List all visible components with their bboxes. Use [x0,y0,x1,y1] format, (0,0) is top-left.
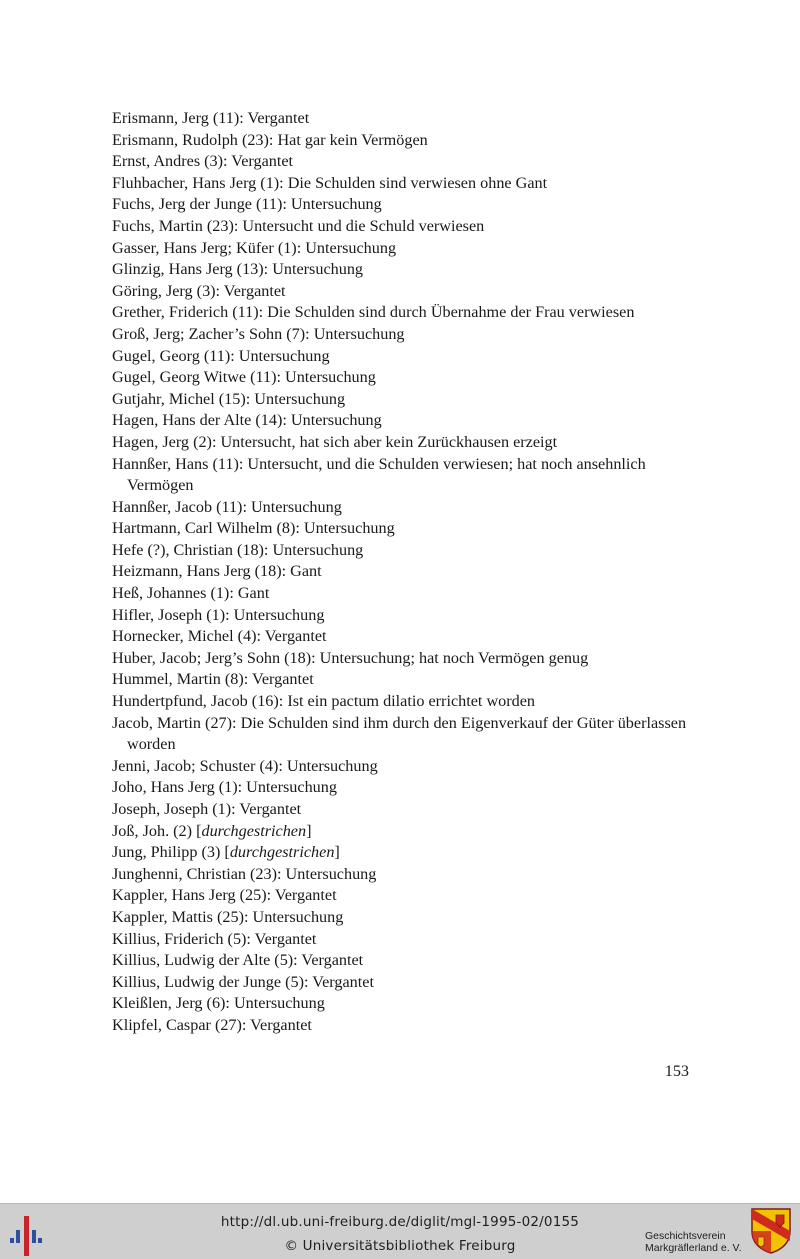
entry-text-after: ] [334,843,340,862]
entry-text: Glinzig, Hans Jerg (13): Untersuchung [112,260,364,279]
register-entry [112,842,702,864]
entry-text: Hornecker, Michel (4): Vergantet [112,627,327,646]
register-entry [112,605,702,627]
entry-text: Killius, Ludwig der Junge (5): Vergantet [112,972,374,991]
entry-text: Junghenni, Christian (23): Untersuchung [112,864,377,883]
entry-text: Fuchs, Jerg der Junge (11): Untersuchung [112,195,382,214]
entry-text: Klipfel, Caspar (27): Vergantet [112,1015,312,1034]
register-entry [112,454,702,497]
entry-text: Heß, Johannes (1): Gant [112,584,270,603]
register-entry [112,367,702,389]
register-entry [112,540,702,562]
coat-of-arms-icon[interactable] [750,1207,792,1255]
register-entry [112,885,702,907]
entry-text: Hefe (?), Christian (18): Untersuchung [112,540,364,559]
entry-italic-note: durchgestrichen [229,843,335,862]
register-entry [112,432,702,454]
document-url-link[interactable]: http://dl.ub.uni-freiburg.de/diglit/mgl-1995-02/0155 [220,1214,580,1230]
register-entry [112,302,702,324]
ub-freiburg-logo-icon[interactable] [8,1212,48,1256]
entry-text-after: ] [306,821,312,840]
register-entry [112,713,702,756]
entry-text: Jung, Philipp (3) [ [112,843,230,862]
register-entries [112,108,702,1037]
copyright-notice: © Universitätsbibliothek Freiburg [284,1238,516,1254]
register-entry [112,389,702,411]
register-entry [112,669,702,691]
entry-text: Hagen, Hans der Alte (14): Untersuchung [112,411,382,430]
entry-text: Kappler, Mattis (25): Untersuchung [112,907,344,926]
society-name [645,1230,742,1254]
entry-text: Fluhbacher, Hans Jerg (1): Die Schulden sind verwiesen ohne Gant [112,173,548,192]
register-entry [112,583,702,605]
register-entry [112,777,702,799]
entry-text: Grether, Friderich (11): Die Schulden sind durch Übernahme der Frau verwiesen [112,303,635,322]
register-entry [112,130,702,152]
entry-text: Heizmann, Hans Jerg (18): Gant [112,562,322,581]
register-entry [112,108,702,130]
entry-text: Fuchs, Martin (23): Untersucht und die Schuld verwiesen [112,216,485,235]
entry-text: Kleißlen, Jerg (6): Untersuchung [112,994,325,1013]
entry-text: Hagen, Jerg (2): Untersucht, hat sich aber kein Zurückhausen erzeigt [112,432,558,451]
register-entry [112,281,702,303]
register-entry [112,216,702,238]
register-entry [112,1015,702,1037]
register-entry [112,561,702,583]
register-entry [112,864,702,886]
register-entry [112,626,702,648]
entry-text: Groß, Jerg; Zacher’s Sohn (7): Untersuchung [112,324,405,343]
entry-text: Göring, Jerg (3): Vergantet [112,281,286,300]
entry-text: Gutjahr, Michel (15): Untersuchung [112,389,346,408]
entry-text: Gugel, Georg (11): Untersuchung [112,346,330,365]
entry-text: Huber, Jacob; Jerg’s Sohn (18): Untersuchung; hat noch Vermögen genug [112,648,589,667]
register-entry [112,238,702,260]
society-name-line1: Geschichtsverein [645,1230,726,1242]
entry-text: Hummel, Martin (8): Vergantet [112,670,314,689]
entry-text: Gugel, Georg Witwe (11): Untersuchung [112,368,376,387]
register-entry [112,259,702,281]
entry-text: Erismann, Jerg (11): Vergantet [112,109,310,127]
entry-text: Jenni, Jacob; Schuster (4): Untersuchung [112,756,378,775]
page-number: 153 [664,1062,689,1080]
register-entry [112,691,702,713]
register-entry [112,173,702,195]
register-entry [112,907,702,929]
entry-text: Killius, Ludwig der Alte (5): Vergantet [112,951,364,970]
register-entry [112,950,702,972]
register-entry [112,497,702,519]
entry-text: Gasser, Hans Jerg; Küfer (1): Untersuchung [112,238,397,257]
entry-text: Killius, Friderich (5): Vergantet [112,929,317,948]
register-entry [112,993,702,1015]
register-entry [112,324,702,346]
register-entry [112,151,702,173]
register-entry [112,648,702,670]
register-entry [112,821,702,843]
entry-text: Joho, Hans Jerg (1): Untersuchung [112,778,337,797]
register-entry [112,799,702,821]
register-entry [112,194,702,216]
entry-text: Joseph, Joseph (1): Vergantet [112,800,302,818]
entry-text: Hartmann, Carl Wilhelm (8): Untersuchung [112,519,395,538]
register-entry [112,346,702,368]
entry-text: Hifler, Joseph (1): Untersuchung [112,605,325,624]
entry-text: Hundertpfund, Jacob (16): Ist ein pactum dilatio errichtet worden [112,692,535,711]
entry-text: Kappler, Hans Jerg (25): Vergantet [112,886,337,905]
register-entry [112,929,702,951]
entry-text: Erismann, Rudolph (23): Hat gar kein Vermögen [112,130,428,149]
entry-text: Joß, Joh. (2) [ [112,821,202,840]
register-entry [112,972,702,994]
entry-text: Jacob, Martin (27): Die Schulden sind ihm durch den Eigenverkauf der Güter überlassen worden [112,713,687,754]
entry-text: Ernst, Andres (3): Vergantet [112,152,294,171]
entry-text: Hannßer, Hans (11): Untersucht, und die Schulden verwiesen; hat noch ansehnlich Vermögen [112,454,646,495]
entry-text: Hannßer, Jacob (11): Untersuchung [112,497,342,516]
entry-italic-note: durchgestrichen [201,821,307,840]
society-name-line2: Markgräflerland e. V. [645,1242,742,1254]
register-entry [112,756,702,778]
register-entry [112,518,702,540]
register-entry [112,410,702,432]
